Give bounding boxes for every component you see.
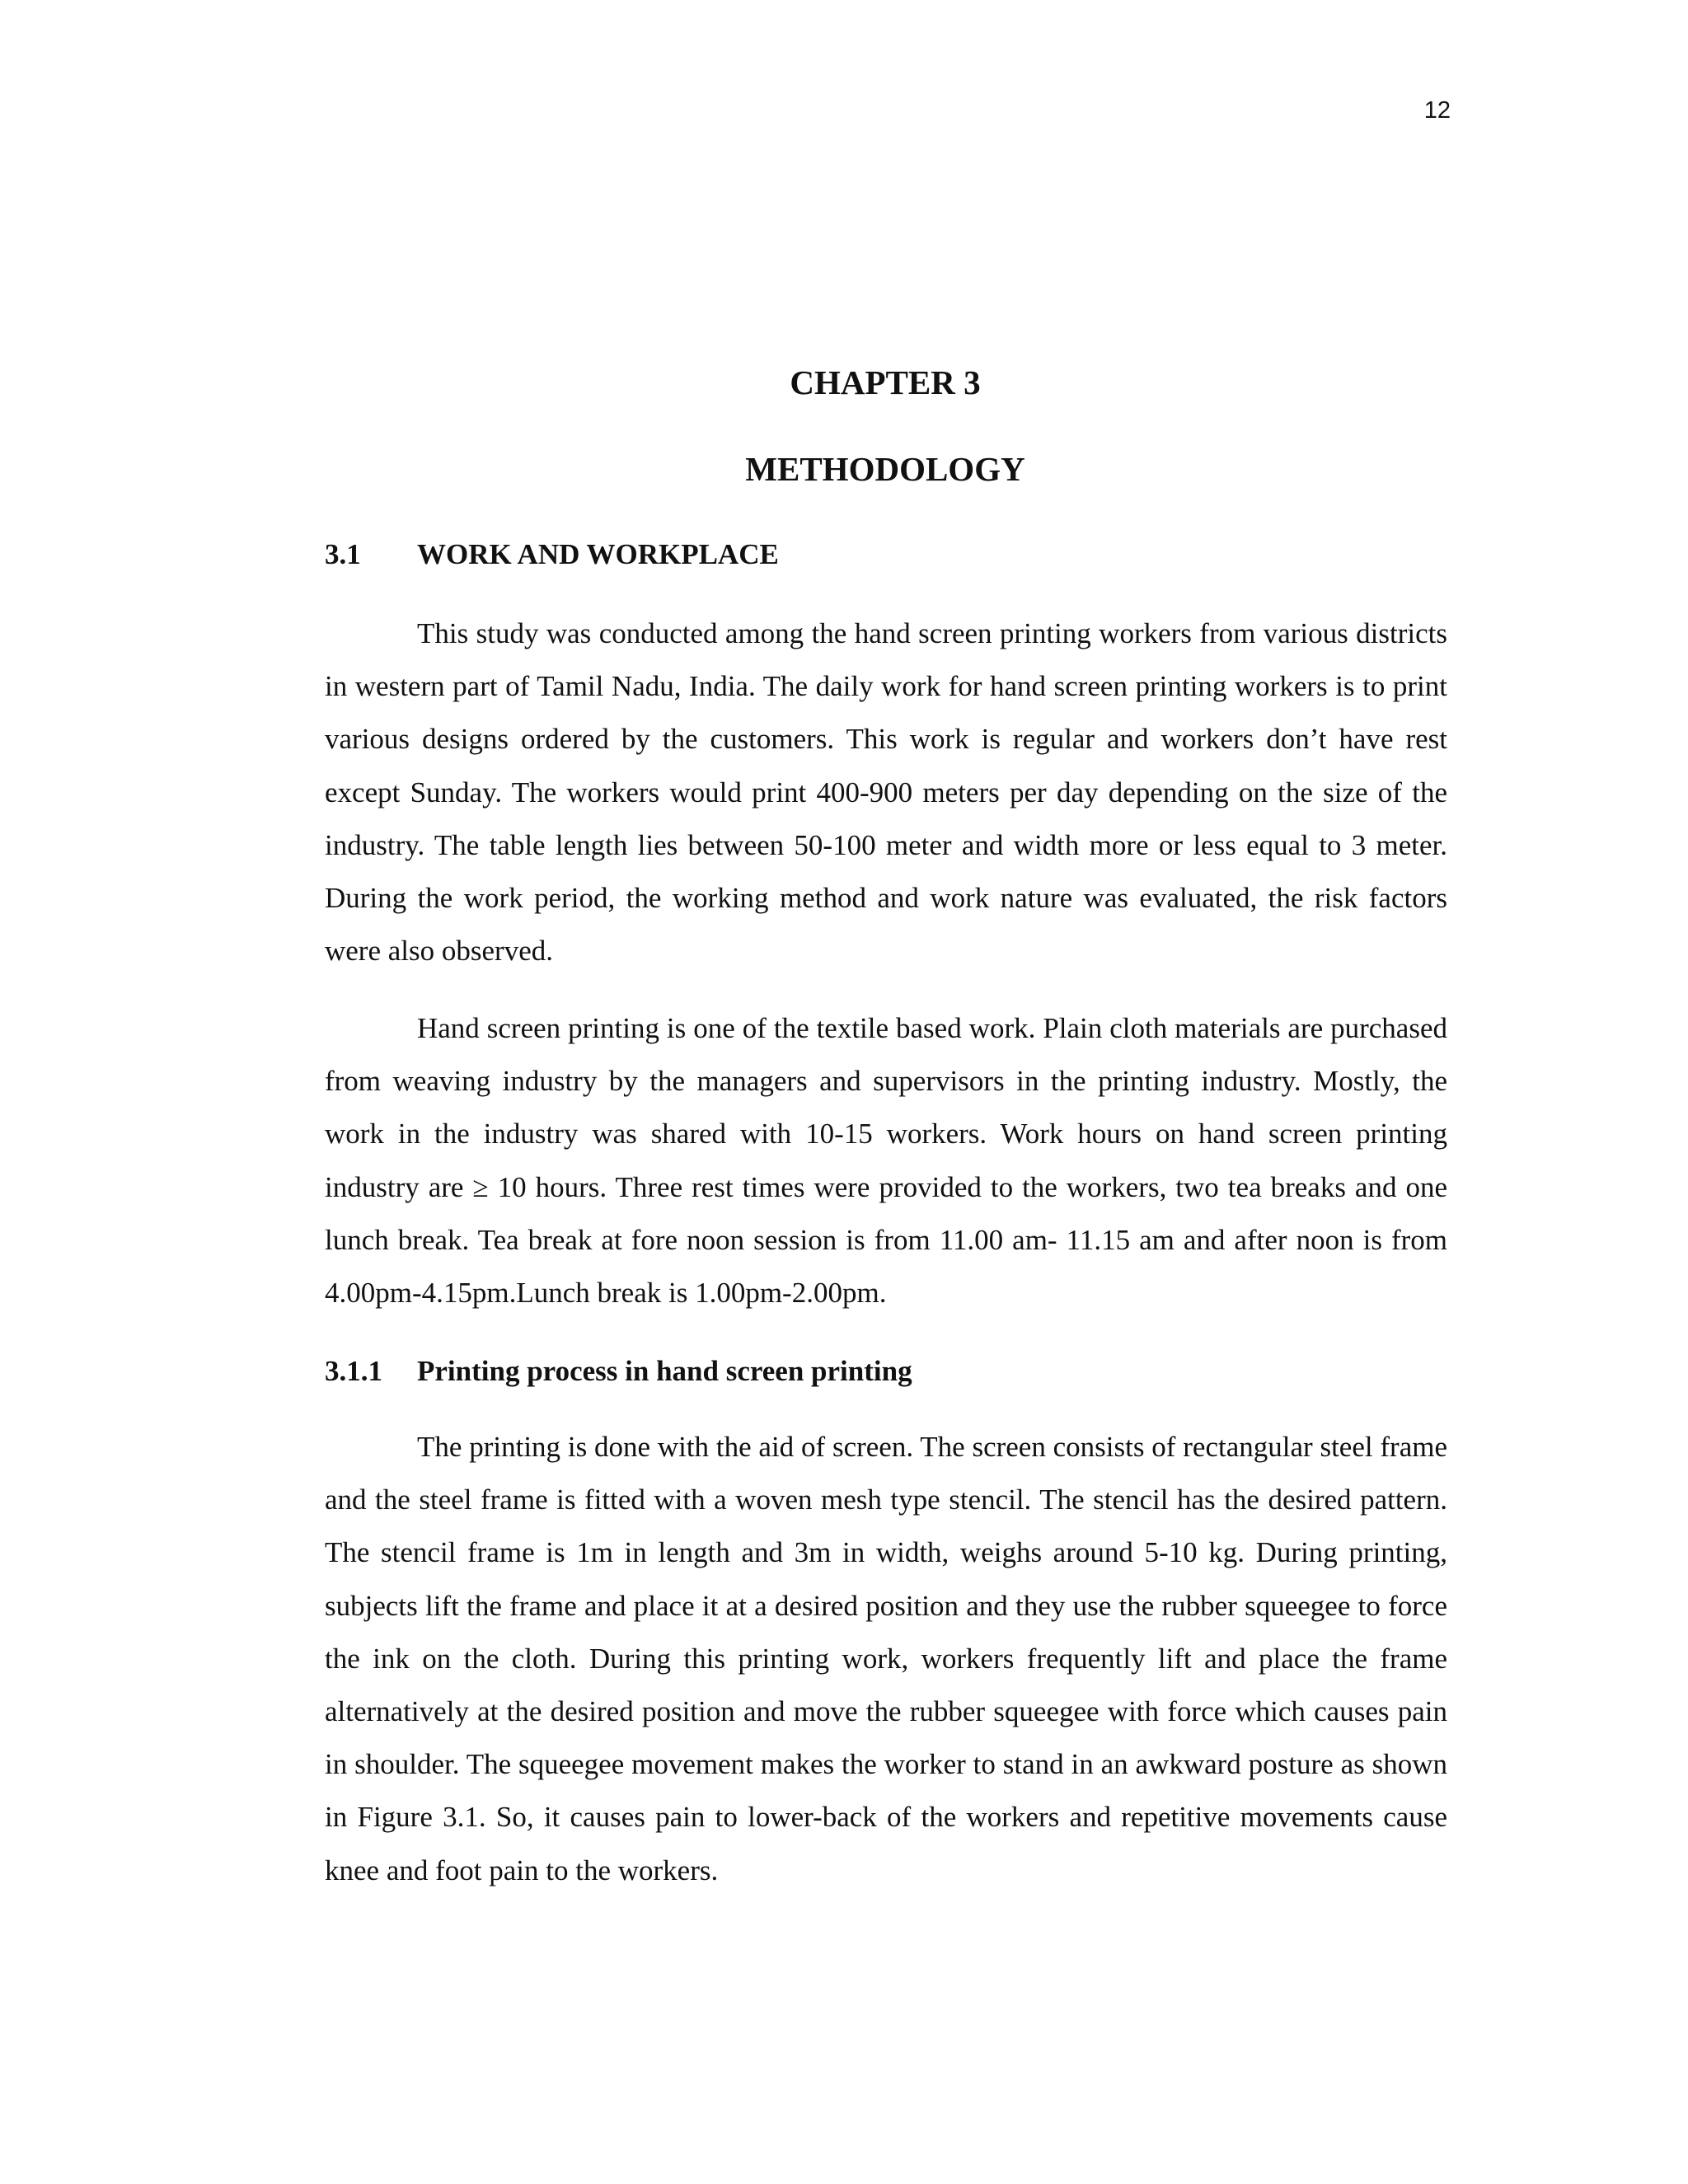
subsection-heading: [325, 1353, 912, 1390]
chapter-subtitle: METHODOLOGY: [745, 450, 1025, 488]
page-number: 12: [1423, 97, 1451, 124]
subsection-title: Printing process in hand screen printing: [417, 1355, 912, 1387]
body-paragraph: The printing is done with the aid of screen. The screen consists of rectangular steel frame and the steel frame is fitted with a woven mesh type stencil. The stencil has the desired pattern. The stencil frame is 1m in length and 3m in width, weighs around 5-10 kg. During printing, subjects lift the frame and place it at a desired position and they use the rubber squeegee to force the ink on the cloth. During this printing work, workers frequently lift and place the frame alternatively at the desired position and move the rubber squeegee with force which causes pain in shoulder. The squeegee movement makes the worker to stand in an awkward posture as shown in Figure 3.1. So, it causes pain to lower-back of the workers and repetitive movements cause knee and foot pain to the workers.: [325, 1431, 1447, 1886]
chapter-title: CHAPTER 3: [790, 363, 981, 401]
body-paragraph: Hand screen printing is one of the textile based work. Plain cloth materials are purchased from weaving industry by the managers and supervisors in the printing industry. Mostly, the work in the industry was shared with 10-15 workers. Work hours on hand screen printing industry are ≥ 10 hours. Three rest times were provided to the workers, two tea breaks and one lunch break. Tea break at fore noon session is from 11.00 am- 11.15 am and after noon is from 4.00pm-4.15pm.Lunch break is 1.00pm-2.00pm.: [325, 1012, 1447, 1310]
section-heading: [325, 537, 779, 573]
section-title: WORK AND WORKPLACE: [417, 538, 779, 570]
body-paragraph: This study was conducted among the hand screen printing workers from various districts in western part of Tamil Nadu, India. The daily work for hand screen printing workers is to print various designs ordered by the customers. This work is regular and workers don’t have rest except Sunday. The workers would print 400-900 meters per day depending on the size of the industry. The table length lies between 50-100 meter and width more or less equal to 3 meter. During the work period, the working method and work nature was evaluated, the risk factors were also observed.: [325, 617, 1447, 968]
section-number: 3.1: [325, 538, 361, 570]
subsection-number: 3.1.1: [325, 1355, 382, 1387]
